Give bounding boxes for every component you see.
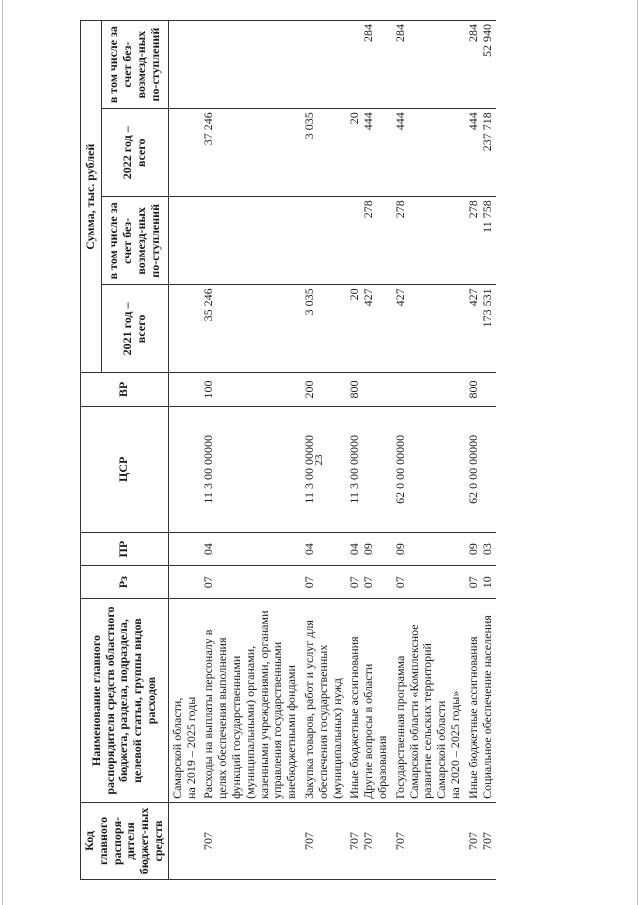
header-csr: ЦСР [81, 406, 169, 533]
cell-csr: 62 0 00 00000 [465, 406, 497, 533]
header-vr: ВР [81, 373, 169, 406]
cell-2021-gratuitous [168, 197, 200, 285]
cell-2022-gratuitous: 284 52 940 [465, 21, 497, 109]
right-scan-edge [637, 0, 638, 905]
cell-pr: 09 03 [465, 533, 497, 566]
cell-pr: 09 [392, 533, 465, 566]
cell-rz [168, 566, 200, 599]
cell-csr: 11 3 00 00000 [346, 406, 391, 533]
cell-2021-total [168, 285, 200, 373]
cell-2022-total: 444 237 718 [465, 109, 497, 197]
table-row [168, 21, 200, 880]
table-row [200, 21, 301, 880]
cell-2021-gratuitous [200, 197, 301, 285]
header-2021-total: 2021 год – всего [101, 285, 168, 373]
cell-code: 707 [301, 802, 346, 879]
cell-pr [168, 533, 200, 566]
cell-name: Государственная программа Самарской области «Комплексное развитие сельских территорий Самарской области на 2020 – 2025 годы» [392, 599, 465, 803]
cell-2022-gratuitous [200, 21, 301, 109]
cell-pr: 04 09 [346, 533, 391, 566]
cell-2022-gratuitous [301, 21, 346, 109]
cell-csr: 11 3 00 00000 [200, 406, 301, 533]
cell-2022-gratuitous [168, 21, 200, 109]
budget-table-rotated [80, 20, 620, 880]
cell-2021-total: 20 427 [346, 285, 391, 373]
header-rz: Рз [81, 566, 169, 599]
header-pr: ПР [81, 533, 169, 566]
cell-2021-total: 427 173 531 [465, 285, 497, 373]
budget-table [80, 20, 496, 880]
cell-pr: 04 [301, 533, 346, 566]
cell-2021-total: 427 [392, 285, 465, 373]
header-sum-group: Сумма, тыс. рублей [81, 21, 102, 373]
cell-csr [168, 406, 200, 533]
table-row [465, 21, 497, 880]
cell-csr: 11 3 00 00000 [301, 406, 346, 533]
cell-rz: 07 07 [346, 566, 391, 599]
table-row [392, 21, 465, 880]
left-scan-edge [2, 0, 3, 905]
cell-code [168, 802, 200, 879]
cell-2022-total: 20 444 [346, 109, 391, 197]
cell-code: 707 [392, 802, 465, 879]
header-code: Код главного распоря-дителя бюджет-ных средств [81, 802, 169, 879]
cell-pr: 04 [200, 533, 301, 566]
cell-2021-gratuitous: 278 11 758 [465, 197, 497, 285]
cell-code: 707 707 [465, 802, 497, 879]
cell-rz: 07 [392, 566, 465, 599]
cell-2021-total: 3 035 [301, 285, 346, 373]
cell-name: Иные бюджетные ассигнования Другие вопросы в области образования [346, 599, 391, 803]
cell-2022-gratuitous: 284 [392, 21, 465, 109]
header-row-1 [81, 21, 102, 880]
cell-2022-gratuitous: 284 [346, 21, 391, 109]
cell-vr [168, 373, 200, 406]
cell-vr: 800 [465, 373, 497, 406]
page-number: 23 [313, 454, 325, 466]
cell-csr: 62 0 00 00000 [392, 406, 465, 533]
header-name: Наименование главного распорядителя средств областного бюджета, раздела, подраздела, целевой статьи, группы видов расходов [81, 599, 169, 803]
cell-rz: 07 [200, 566, 301, 599]
header-2021-gratuitous: в том числе за счет без-возмезд-ных по-ступлений [101, 197, 168, 285]
cell-name: Самарской области, на 2019 – 2025 годы [168, 599, 200, 803]
cell-code: 707 707 [346, 802, 391, 879]
cell-2022-total: 37 246 [200, 109, 301, 197]
cell-2021-gratuitous: 278 [346, 197, 391, 285]
cell-code: 707 [200, 802, 301, 879]
cell-vr: 200 [301, 373, 346, 406]
header-2022-total: 2022 год – всего [101, 109, 168, 197]
cell-name: Иные бюджетные ассигнования Социальное обеспечение населения [465, 599, 497, 803]
cell-2022-total: 3 035 [301, 109, 346, 197]
table-row [346, 21, 391, 880]
header-2022-gratuitous: в том числе за счет без-возмезд-ных по-ступлений [101, 21, 168, 109]
cell-name: Расходы на выплаты персоналу в целях обеспечения выполнения функций государственными (муниципальными) органами, казенными учреждениями, органами управления государственными внебюджетными фондами [200, 599, 301, 803]
cell-2022-total [168, 109, 200, 197]
cell-2021-total: 35 246 [200, 285, 301, 373]
cell-rz: 07 10 [465, 566, 497, 599]
cell-2022-total: 444 [392, 109, 465, 197]
cell-2021-gratuitous [301, 197, 346, 285]
cell-vr: 100 [200, 373, 301, 406]
cell-2021-gratuitous: 278 [392, 197, 465, 285]
cell-vr [392, 373, 465, 406]
cell-vr: 800 [346, 373, 391, 406]
cell-name: Закупка товаров, работ и услуг для обеспечения государственных (муниципальных) нужд [301, 599, 346, 803]
table-row [301, 21, 346, 880]
cell-rz: 07 [301, 566, 346, 599]
